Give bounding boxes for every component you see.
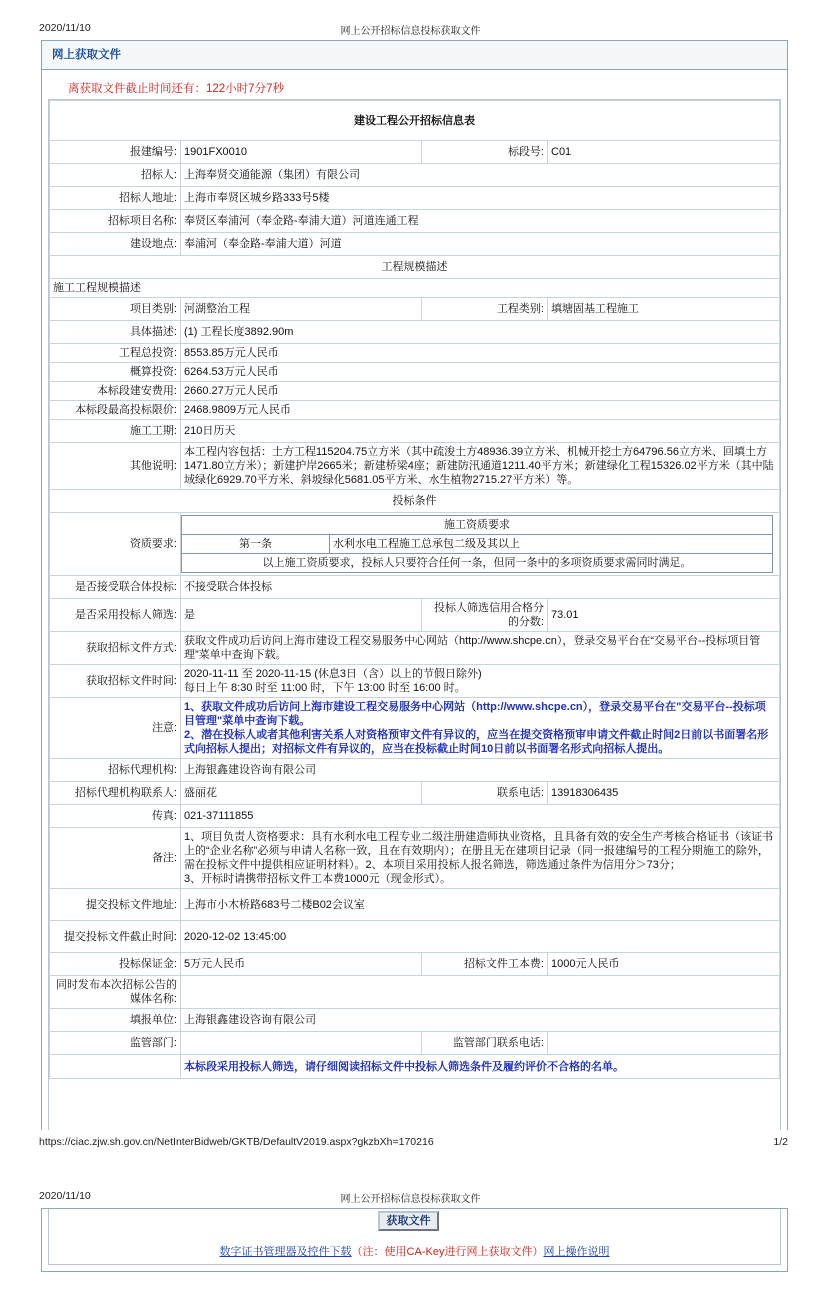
conditions-section-title: 投标条件	[50, 490, 780, 513]
qualification-item-no: 第一条	[182, 535, 330, 554]
acquisition-hours: 每日上午 8:30 时至 11:00 时，下午 13:00 时至 16:00 时。	[184, 682, 466, 694]
label: 同时发布本次招标公告的媒体名称:	[50, 976, 181, 1009]
print-date: 2020/11/10	[39, 1190, 91, 1202]
submission-address: 上海市小木桥路683号二楼B02会议室	[181, 889, 780, 921]
panel-title: 网上获取文件	[42, 41, 787, 70]
label: 招标文件工本费:	[422, 953, 548, 976]
label: 注意:	[50, 698, 181, 759]
bidder-screening: 是	[181, 599, 422, 632]
label: 招标人地址:	[50, 187, 181, 210]
agency: 上海银鑫建设咨询有限公司	[181, 759, 780, 782]
label: 是否采用投标人筛选:	[50, 599, 181, 632]
label: 标段号:	[422, 141, 548, 164]
print-title: 网上公开招标信息投标获取文件	[340, 1194, 481, 1205]
acquisition-date-range: 2020-11-11 至 2020-11-15 (休息3日（含）以上的节假日除外)	[184, 668, 482, 680]
joint-bid: 不接受联合体投标	[181, 576, 780, 599]
acquisition-time	[181, 665, 780, 698]
print-footer	[39, 1136, 788, 1148]
table-title: 建设工程公开招标信息表	[50, 101, 780, 141]
label: 招标人:	[50, 164, 181, 187]
label: 投标人筛选信用合格分的分数:	[422, 599, 548, 632]
label: 提交投标文件截止时间:	[50, 921, 181, 953]
screening-notice: 本标段采用投标人筛选，请仔细阅读招标文件中投标人筛选条件及履约评价不合格的名单。	[181, 1055, 780, 1079]
media-names	[181, 976, 780, 1009]
construction-period: 210日历天	[181, 420, 780, 443]
bid-info-panel	[41, 40, 788, 1130]
label: 监管部门联系电话:	[422, 1032, 548, 1055]
page-number: 1/2	[773, 1136, 788, 1148]
document-fee: 1000元人民币	[548, 953, 780, 976]
info-table	[49, 100, 780, 1079]
qualification-header: 施工资质要求	[182, 516, 773, 535]
label: 是否接受联合体投标:	[50, 576, 181, 599]
remarks-item: 1、项目负责人资格要求：具有水利水电工程专业二级注册建造师执业资格，且具备有效的安全生产考核合格证书（该证书上的“企业名称”必须与申请人名称一致，且在有效期内）；在册且无在建项目记录（同一报建编号的工程分期施工的除外，需在投标文件中提供相应证明材料）。2、本项目采用投标人报名筛选，筛选通过条件为信用分＞73分；	[184, 831, 774, 871]
filing-unit: 上海银鑫建设咨询有限公司	[181, 1009, 780, 1032]
label: 本标段建安费用:	[50, 382, 181, 401]
action-panel	[41, 1208, 788, 1272]
other-notes: 本工程内容包括：土方工程115204.75立方米（其中疏浚土方48936.39立方米、机械开挖土方64796.56立方米、回填土方1471.80立方米）；新建护岸2665米；新建桥梁4座；新建防汛通道1211.40平方米；新建绿化工程15326.02平方米（其中陆域绿化6929.70平方米、斜坡绿化5681.05平方米、水生植物2715.27平方米）等。	[181, 443, 780, 490]
credit-score: 73.01	[548, 599, 780, 632]
qualification-note: 以上施工资质要求，投标人只要符合任何一条，但同一条中的多项资质要求需同时满足。	[182, 554, 773, 573]
label: 工程总投资:	[50, 344, 181, 363]
print-date: 2020/11/10	[39, 22, 91, 34]
get-file-button[interactable]: 获取文件	[378, 1211, 439, 1231]
section-construction-cost: 2660.27万元人民币	[181, 382, 780, 401]
label: 资质要求:	[50, 513, 181, 576]
print-header	[0, 22, 821, 36]
label: 建设地点:	[50, 233, 181, 256]
tenderer-address: 上海市奉贤区城乡路333号5楼	[181, 187, 780, 210]
scale-subheading: 施工工程规模描述	[50, 279, 780, 298]
print-header-page2	[0, 1190, 821, 1204]
label: 传真:	[50, 805, 181, 828]
operation-guide-link[interactable]: 网上操作说明	[543, 1246, 610, 1258]
label: 施工工期:	[50, 420, 181, 443]
engineering-category: 填塘固基工程施工	[548, 298, 780, 321]
supervision-dept	[181, 1032, 422, 1055]
qualification-table	[181, 515, 773, 573]
submission-deadline: 2020-12-02 13:45:00	[181, 921, 780, 953]
label: 其他说明:	[50, 443, 181, 490]
label: 投标保证金:	[50, 953, 181, 976]
label: 招标代理机构联系人:	[50, 782, 181, 805]
cert-manager-link[interactable]: 数字证书管理器及控件下载	[219, 1246, 352, 1258]
registration-number: 1901FX0010	[181, 141, 422, 164]
description: (1) 工程长度3892.90m	[181, 321, 780, 344]
bid-bond: 5万元人民币	[181, 953, 422, 976]
contact-phone: 13918306435	[548, 782, 780, 805]
construction-site: 奉浦河（奉金路-奉浦大道）河道	[181, 233, 780, 256]
agency-contact: 盛丽花	[181, 782, 422, 805]
supervision-phone	[548, 1032, 780, 1055]
label: 报建编号:	[50, 141, 181, 164]
print-title: 网上公开招标信息投标获取文件	[340, 26, 481, 37]
label: 提交投标文件地址:	[50, 889, 181, 921]
project-category: 河湖整治工程	[181, 298, 422, 321]
label: 监管部门:	[50, 1032, 181, 1055]
project-name: 奉贤区奉浦河（奉金路-奉浦大道）河道连通工程	[181, 210, 780, 233]
attention-item: 2、潜在投标人或者其他利害关系人对资格预审文件有异议的，应当在提交资格预审申请文件截止时间2日前以书面署名形式向招标人提出；对招标文件有异议的，应当在投标截止时间10日前以书面署名形式向招标人提出。	[184, 729, 769, 755]
remarks-item: 3、开标时请携带招标文件工本费1000元（现金形式）。	[184, 873, 452, 885]
qualification-item: 水利水电工程施工总承包二级及其以上	[330, 535, 773, 554]
max-bid-price: 2468.9809万元人民币	[181, 401, 780, 420]
label: 项目类别:	[50, 298, 181, 321]
label: 本标段最高投标限价:	[50, 401, 181, 420]
attention-notes	[181, 698, 780, 759]
label: 填报单位:	[50, 1009, 181, 1032]
label: 招标代理机构:	[50, 759, 181, 782]
label: 具体描述:	[50, 321, 181, 344]
label: 获取招标文件方式:	[50, 632, 181, 665]
total-investment: 8553.85万元人民币	[181, 344, 780, 363]
label: 获取招标文件时间:	[50, 665, 181, 698]
download-links	[42, 1243, 787, 1259]
info-table-wrapper	[48, 99, 781, 1130]
countdown-text: 离获取文件截止时间还有：122小时7分7秒	[68, 83, 284, 95]
estimated-investment: 6264.53万元人民币	[181, 363, 780, 382]
label: 概算投资:	[50, 363, 181, 382]
attention-item: 1、获取文件成功后访问上海市建设工程交易服务中心网站（http://www.shcpe.cn），登录交易平台在"交易平台--投标项目管理"菜单中查询下载。	[184, 701, 766, 727]
fax: 021-37111855	[181, 805, 780, 828]
label: 备注:	[50, 828, 181, 889]
remarks	[181, 828, 780, 889]
tenderer: 上海奉贤交通能源（集团）有限公司	[181, 164, 780, 187]
acquisition-method: 获取文件成功后访问上海市建设工程交易服务中心网站（http://www.shcpe.cn），登录交易平台在“交易平台--投标项目管理”菜单中查询下载。	[181, 632, 780, 665]
ca-key-note: （注：使用CA-Key进行网上获取文件）	[351, 1246, 544, 1258]
print-url: https://ciac.zjw.sh.gov.cn/NetInterBidweb/GKTB/DefaultV2019.aspx?gkzbXh=170216	[39, 1136, 434, 1148]
section-number: C01	[548, 141, 780, 164]
label: 招标项目名称:	[50, 210, 181, 233]
label: 工程类别:	[422, 298, 548, 321]
label: 联系电话:	[422, 782, 548, 805]
scale-section-title: 工程规模描述	[50, 256, 780, 279]
